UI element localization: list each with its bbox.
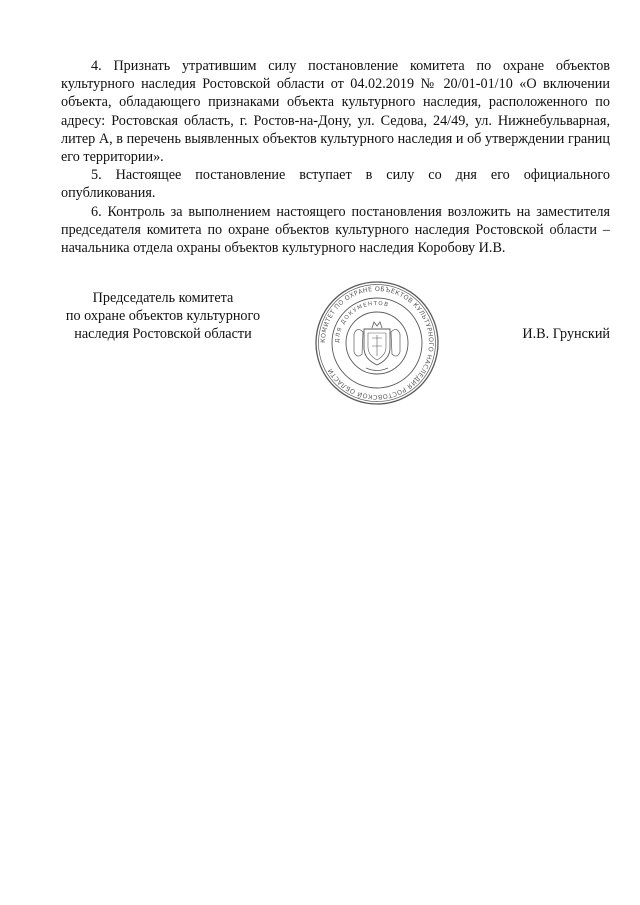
paragraph-item-5: 5. Настоящее постановление вступает в силу со дня его официального опубликования.: [61, 167, 610, 202]
svg-text:ДЛЯ ДОКУМЕНТОВ: [335, 301, 390, 343]
seal-inner-text: ДЛЯ ДОКУМЕНТОВ: [334, 300, 390, 344]
paragraph-item-6: 6. Контроль за выполнением настоящего постановления возложить на заместителя председателя комитета по охране объектов культурного наследия Ростовской области – начальника отдела охраны объектов культурного наследия Коробову И.В.: [61, 203, 610, 257]
signatory-title: [58, 289, 268, 344]
document-body: [61, 57, 610, 257]
seal-outer-text: КОМИТЕТ ПО ОХРАНЕ ОБЪЕКТОВ КУЛЬТУРНОГО НАСЛЕДИЯ РОСТОВСКОЙ ОБЛАСТИ: [319, 285, 435, 401]
paragraph-item-4: 4. Признать утратившим силу постановление комитета по охране объектов культурного наследия Ростовской области от 04.02.2019 № 20/01-01/10 «О включении объекта, обладающего признаками объекта культурного наследия, расположенного по адресу: Ростовская область, г. Ростов-на-Дону, ул. Седова, 24/49, ул. Нижнебульварная, литер А, в перечень выявленных объектов культурного наследия и об утверждении границ его территории».: [61, 58, 610, 166]
signatory-title-line-3: наследия Ростовской области: [74, 326, 252, 343]
coat-of-arms-emblem: [354, 322, 400, 371]
signature-block: [0, 285, 640, 409]
signatory-title-line-1: Председатель комитета: [92, 290, 234, 306]
signatory-title-line-2: по охране объектов культурного: [65, 308, 261, 325]
official-seal-stamp: [314, 280, 440, 406]
signatory-name: И.В. Грунский: [522, 326, 610, 342]
